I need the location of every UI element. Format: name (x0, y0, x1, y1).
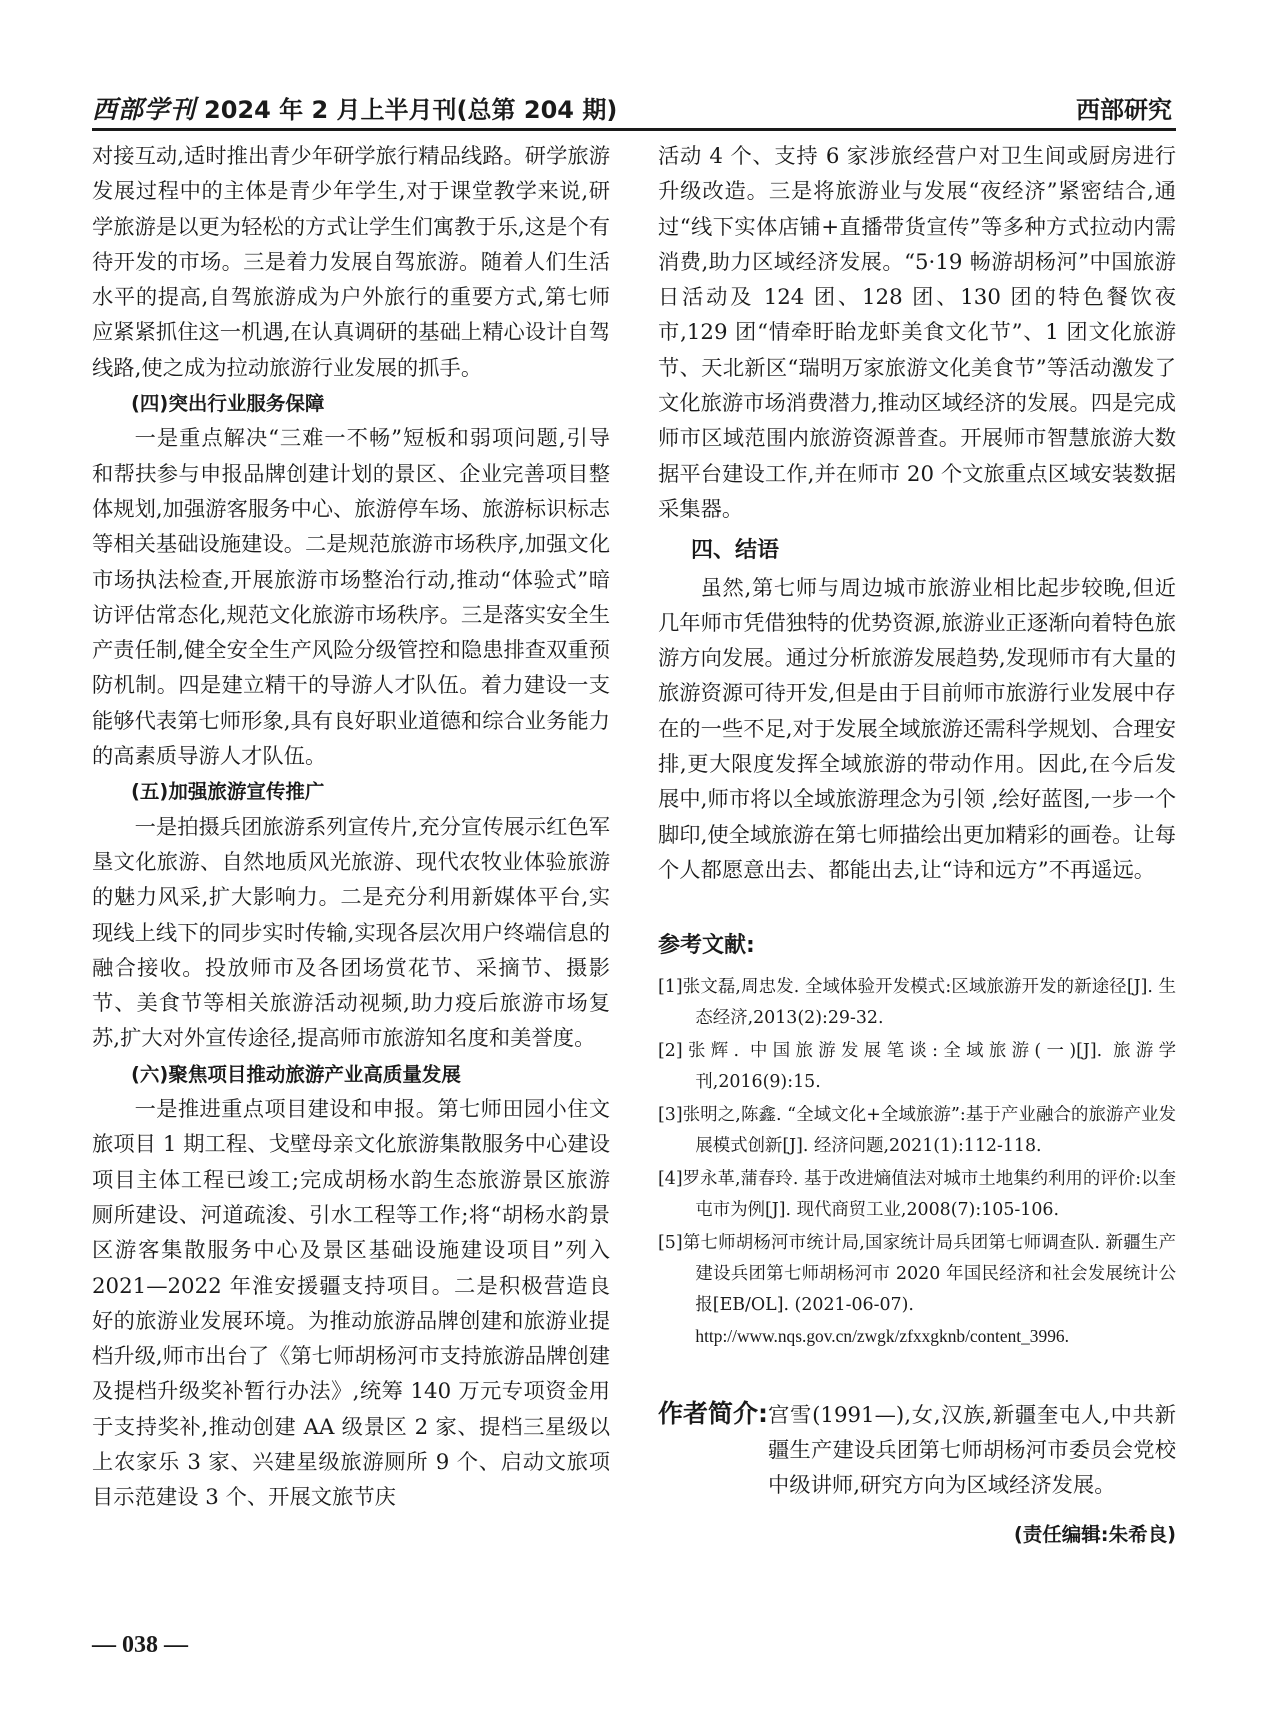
reference-text: [2]张辉. 中国旅游发展笔谈:全域旅游(一)[J]. 旅游学刊,2016(9):15. (658, 1040, 1176, 1092)
page-number: — 038 — (92, 1632, 188, 1658)
right-column (658, 139, 1176, 1553)
reference-text: [3]张明之,陈鑫. “全域文化+全域旅游”:基于产业融合的旅游产业发展模式创新[J]. 经济问题,2021(1):112-118. (658, 1104, 1176, 1156)
left-column (92, 139, 610, 1516)
column-name: 西部研究 (1076, 96, 1172, 124)
section-heading: 四、结语 (691, 538, 780, 564)
reference-url: http://www.nqs.gov.cn/zwgk/zfxxgknb/content_3996. (695, 1325, 1069, 1346)
body-paragraph: 一是推进重点项目建设和申报。第七师田园小住文旅项目 1 期工程、戈壁母亲文化旅游集散服务中心建设项目主体工程已竣工;完成胡杨水韵生态旅游景区旅游厕所建设、河道疏浚、引水工程等工作;将“胡杨水韵景区游客集散服务中心及景区基础设施建设项目”列入 2021—2022 年淮安援疆支持项目。二是积极营造良好的旅游业发展环境。为推动旅游品牌创建和旅游业提档升级,师市出台了《第七师胡杨河市支持旅游品牌创建及提档升级奖补暂行办法》,统筹 140 万元专项资金用于支持奖补,推动创建 AA 级景区 2 家、提档三星级以上农家乐 3 家、兴建星级旅游厕所 9 个、启动文旅项目示范建设 3 个、开展文旅节庆 (92, 1097, 610, 1511)
reference-text: [1]张文磊,周忠发. 全域体验开发模式:区域旅游开发的新途径[J]. 生态经济,2013(2):29-32. (658, 976, 1176, 1028)
subsection-heading: (四)突出行业服务保障 (131, 392, 325, 416)
reference-item (658, 1036, 1176, 1098)
responsible-editor: (责任编辑:朱希良) (1013, 1523, 1176, 1547)
body-paragraph: 虽然,第七师与周边城市旅游业相比起步较晚,但近几年师市凭借独特的优势资源,旅游业正逐渐向着特色旅游方向发展。通过分析旅游发展趋势,发现师市有大量的旅游资源可待开发,但是由于目前师市旅游行业发展中存在的一些不足,对于发展全域旅游还需科学规划、合理安排,更大限度发挥全域旅游的带动作用。因此,在今后发展中,师市将以全域旅游理念为引领 ,绘好蓝图,一步一个脚印,使全域旅游在第七师描绘出更加精彩的画卷。让每个人都愿意出去、都能出去,让“诗和远方”不再遥远。 (658, 575, 1176, 883)
reference-text: [4]罗永革,蒲春玲. 基于改进熵值法对城市土地集约利用的评价:以奎屯市为例[J]. 现代商贸工业,2008(7):105-106. (658, 1168, 1176, 1220)
subsection-heading: (五)加强旅游宣传推广 (131, 780, 325, 804)
issue-info: 2024 年 2 月上半月刊(总第 204 期) (204, 96, 618, 124)
references-list (658, 972, 1176, 1352)
reference-item (658, 1100, 1176, 1162)
subsection-heading: (六)聚焦项目推动旅游产业高质量发展 (131, 1062, 461, 1086)
body-paragraph: 一是重点解决“三难一不畅”短板和弱项问题,引导和帮扶参与申报品牌创建计划的景区、企业完善项目整体规划,加强游客服务中心、旅游停车场、旅游标识标志等相关基础设施建设。二是规范旅游市场秩序,加强文化市场执法检查,开展旅游市场整治行动,推动“体验式”暗访评估常态化,规范文化旅游市场秩序。三是落实安全生产责任制,健全安全生产风险分级管控和隐患排查双重预防机制。四是建立精干的导游人才队伍。着力建设一支能够代表第七师形象,具有良好职业道德和综合业务能力的高素质导游人才队伍。 (92, 426, 610, 770)
body-paragraph: 对接互动,适时推出青少年研学旅行精品线路。研学旅游发展过程中的主体是青少年学生,对于课堂教学来说,研学旅游是以更为轻松的方式让学生们寓教于乐,这是个有待开发的市场。三是着力发展自驾旅游。随着人们生活水平的提高,自驾旅游成为户外旅行的重要方式,第七师应紧紧抓住这一机遇,在认真调研的基础上精心设计自驾线路,使之成为拉动旅游行业发展的抓手。 (92, 144, 610, 381)
reference-item (658, 1164, 1176, 1226)
body-paragraph: 活动 4 个、支持 6 家涉旅经营户对卫生间或厨房进行升级改造。三是将旅游业与发展“夜经济”紧密结合,通过“线下实体店铺+直播带货宣传”等多种方式拉动内需消费,助力区域经济发展。“5·19 畅游胡杨河”中国旅游日活动及 124 团、128 团、130 团的特色餐饮夜市,129 团“情牵盱眙龙虾美食文化节”、1 团文化旅游节、天北新区“瑞明万家旅游文化美食节”等活动激发了文化旅游市场消费潜力,推动区域经济的发展。四是完成师市区域范围内旅游资源普查。开展师市智慧旅游大数据平台建设工作,并在师市 20 个文旅重点区域安装数据采集器。 (658, 144, 1176, 522)
author-bio (658, 1398, 1176, 1504)
author-bio-title: 作者简介: (658, 1398, 768, 1428)
author-bio-text: 宫雪(1991—),女,汉族,新疆奎屯人,中共新疆生产建设兵团第七师胡杨河市委员会党校中级讲师,研究方向为区域经济发展。 (768, 1402, 1176, 1499)
reference-text: [5]第七师胡杨河市统计局,国家统计局兵团第七师调查队. 新疆生产建设兵团第七师胡杨河市 2020 年国民经济和社会发展统计公报[EB/OL]. (2021-06-07). (658, 1232, 1176, 1315)
reference-item (658, 972, 1176, 1034)
page-header (92, 86, 1176, 131)
references-title: 参考文献: (658, 933, 755, 959)
reference-item (658, 1228, 1176, 1352)
journal-logo: 西部学刊 (92, 95, 197, 124)
body-paragraph: 一是拍摄兵团旅游系列宣传片,充分宣传展示红色军垦文化旅游、自然地质风光旅游、现代农牧业体验旅游的魅力风采,扩大影响力。二是充分利用新媒体平台,实现线上线下的同步实时传输,实现各层次用户终端信息的融合接收。投放师市及各团场赏花节、采摘节、摄影节、美食节等相关旅游活动视频,助力疫后旅游市场复苏,扩大对外宣传途径,提高师市旅游知名度和美誉度。 (92, 814, 610, 1052)
